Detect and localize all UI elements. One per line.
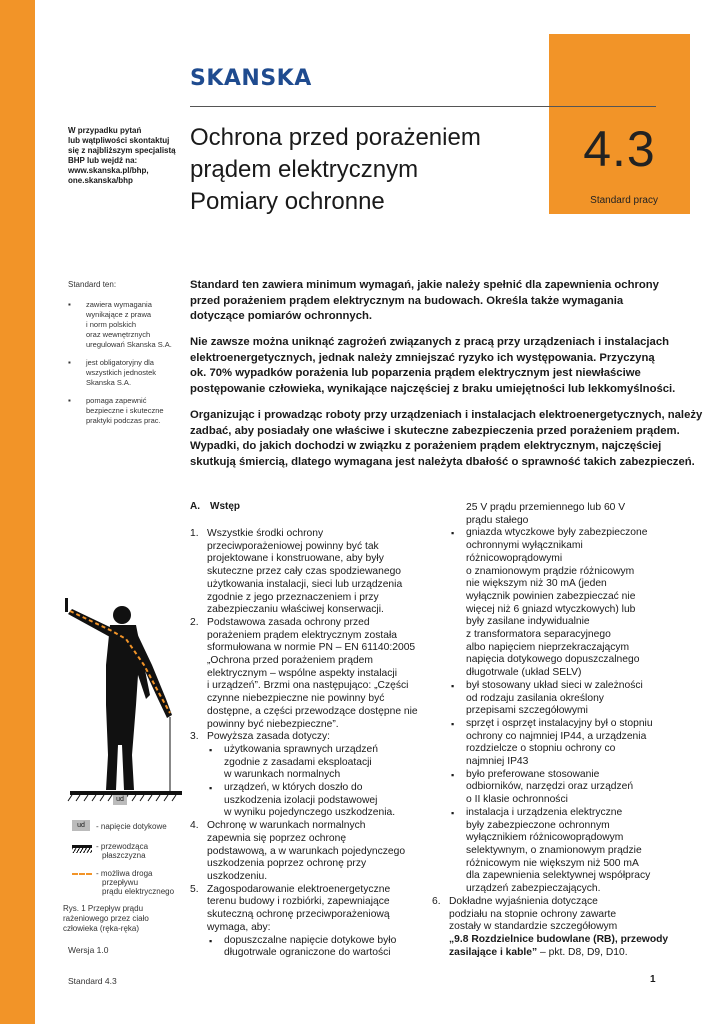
legend-path-swatch bbox=[72, 873, 92, 875]
list-item: ▪ zawiera wymagania wynikające z prawa i norm polskich oraz wewnętrznych uregulowań Skanska S.A. bbox=[68, 300, 178, 350]
contact-info: W przypadku pytań lub wątpliwości skontaktuj się z najbliższym specjalistą BHP lub wejdź na: www.skanska.pl/bhp, one.skanska/bhp bbox=[68, 126, 176, 185]
page-number: 1 bbox=[650, 974, 656, 985]
header-divider bbox=[190, 106, 656, 107]
sidebar-label: Standard ten: bbox=[68, 280, 117, 289]
skanska-logo: SKANSKA bbox=[190, 66, 312, 91]
page-title: Ochrona przed porażeniem prądem elektrycznym Pomiary ochronne bbox=[190, 124, 481, 215]
electric-shock-figure bbox=[62, 595, 192, 815]
intro-paragraph-3: Organizując i prowadząc roboty przy urządzeniach i instalacjach elektroenergetycznych, należy zadbać, aby posiadały one właściwe i skuteczne zabezpieczenia przed porażeniem prądem. Wypadki, do jakich dochodzi w związku z porażeniem prądem elektrycznym, najczęściej skutkują śmiercią, dlatego wymagana jest należyta dbałość o sprawność takich zabezpieczeń. bbox=[190, 409, 703, 468]
legend-ud-swatch: ud bbox=[72, 820, 90, 831]
list-item: ▪ jest obligatoryjny dla wszystkich jednostek Skanska S.A. bbox=[68, 358, 178, 388]
legend-touch-voltage: - napięcie dotykowe bbox=[96, 822, 167, 831]
section-a-middle-column: 1. Wszystkie środki ochrony przeciwporażeniowej powinny być tak projektowane i konstruowane, aby były skuteczne przez cały czas spodziewanego użytkowania instalacji, sieci lub urządzenia zgodnie z jego przeznaczeniem i przy zabezpieczaniu właściwej konserwacji. 2. Podstawowa zasada ochrony przed porażeniem prądem elektrycznym została sformułowana w normie PN – EN 61140:2005 „Ochrona przed porażeniem prądem elektrycznym – wspólne aspekty instalacji i urządzeń”. Brzmi ona następująco: „Części czynne niebezpieczne nie powinny być dostępne, a części przewodzące dostępne nie powinny być niebezpieczne”. 3. Powyższa zasada dotyczy: ▪ użytkowania sprawnych urządzeń zgodnie z zasadami eksploatacji w warunkach normalnych ▪ urządzeń, w których doszło do uszkodzenia izolacji podstawowej w wyniku pojedynczego uszkodzenia. 4. Ochronę w warunkach normalnych zapewnia się poprzez ochronę podstawową, a w warunkach pojedynczego uszkodzenia poprzez ochronę przy uszkodzeniu. 5. Zagospodarowanie elektroenergetyczne terenu budowy i rozbiórki, zapewniające skuteczną ochronę przeciwporażeniową wymaga, aby: ▪ dopuszczalne napięcie dotykowe było długotrwale ograniczone do wartości bbox=[190, 528, 418, 959]
standard-number: 4.3 bbox=[583, 121, 656, 177]
figure-caption: Rys. 1 Przepływ prądu rażeniowego przez ciało człowieka (ręka-ręka) bbox=[63, 904, 149, 933]
left-accent-bar bbox=[0, 0, 35, 1024]
legend-current-path: - możliwa droga przepływu prądu elektrycznego bbox=[96, 869, 175, 896]
legend-conductive-surface: - przewodząca płaszczyzna bbox=[96, 842, 149, 860]
section-a-right-column: 25 V prądu przemiennego lub 60 V prądu stałego ▪ gniazda wtyczkowe były zabezpieczone ochronnymi wyłącznikami różnicowoprądowymi o znamionowym prądzie różnicowym nie większym niż 30 mA (jeden wyłącznik powinien zabezpieczać nie więcej niż 6 gniazd wtyczkowych) lub były zasilane indywidualnie z transformatora separacyjnego albo napięciem nieprzekraczającym napięcia dotykowego dopuszczalnego długotrwale (układ SELV) ▪ był stosowany układ sieci w zależności od rodzaju zasilania określony przepisami szczegółowymi ▪ sprzęt i osprzęt instalacyjny był o stopniu ochrony co najmniej IP44, a urządzenia rozdzielcze o stopniu ochrony co najmniej IP43 ▪ było preferowane stosowanie odbiorników, narzędzi oraz urządzeń o II klasie ochronności ▪ instalacja i urządzenia elektryczne były zabezpieczone ochronnym wyłącznikiem różnicowoprądowym selektywnym, o znamionowym prądzie różnicowym nie większym niż 500 mA dla zapewnienia selektywnej współpracy urządzeń zabezpieczających. 6. Dokładne wyjaśnienia dotyczące podziału na stopnie ochrony zawarte zostały w standardzie szczegółowym „9.8 Rozdzielnice budowlane (RB), przewody zasilające i kable” – pkt. D8, D9, D10. bbox=[432, 502, 669, 958]
intro-paragraph-2: Nie zawsze można uniknąć zagrożeń związanych z pracą przy urządzeniach i instalacjach elektroenergetycznych, jednak należy zmniejszać ryzyko ich występowania. Przyczyną ok. 70% wypadków porażenia lub poparzenia prądem elektrycznym jest niewłaściwe postępowanie człowieka, wynikające najczęściej z braku umiejętności lub lekkomyślności. bbox=[190, 336, 676, 395]
standard-label: Standard pracy bbox=[590, 195, 658, 206]
section-heading: A. Wstęp bbox=[190, 501, 240, 512]
ud-label: ud bbox=[113, 795, 127, 805]
footer-standard: Standard 4.3 bbox=[68, 976, 117, 986]
intro-paragraph-1: Standard ten zawiera minimum wymagań, jakie należy spełnić dla zapewnienia ochrony przed porażeniem prądem elektrycznym na budowach. Określa także wymagania dotyczące pomiarów ochronnych. bbox=[190, 279, 659, 323]
list-item: ▪ pomaga zapewnić bezpieczne i skuteczne praktyki podczas prac. bbox=[68, 396, 178, 426]
version-label: Wersja 1.0 bbox=[68, 945, 109, 955]
sidebar-list bbox=[68, 300, 178, 434]
